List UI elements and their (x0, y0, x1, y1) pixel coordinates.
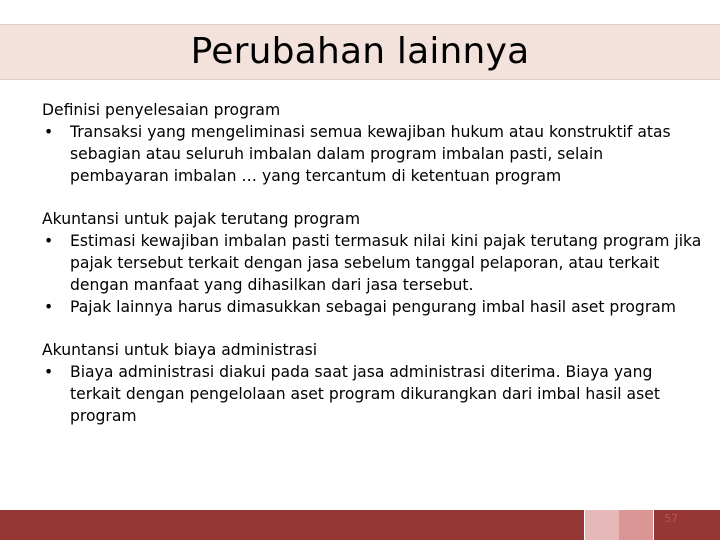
footer-mid-segment (619, 510, 653, 540)
section-definisi (42, 99, 702, 187)
title-band (0, 24, 720, 80)
section-heading: Definisi penyelesaian program (42, 101, 281, 119)
slide-title: Perubahan lainnya (190, 31, 530, 72)
page-number: 57 (664, 512, 679, 525)
bullet-icon: • (44, 232, 54, 250)
footer-dark-segment (654, 510, 720, 540)
bullet-list (42, 361, 702, 427)
bullet-text: Biaya administrasi diakui pada saat jasa administrasi diterima. Biaya yang terkait dengan pengelolaan aset program dikurangkan dari imbal hasil aset program (70, 363, 660, 425)
bullet-icon: • (44, 123, 54, 141)
bullet-list (42, 230, 702, 318)
bullet-icon: • (44, 363, 54, 381)
footer-main-segment (0, 510, 584, 540)
list-item (42, 361, 702, 427)
section-pajak (42, 208, 702, 318)
list-item (42, 121, 702, 187)
bullet-text: Estimasi kewajiban imbalan pasti termasuk nilai kini pajak terutang program jika pajak tersebut terkait dengan jasa sebelum tanggal pelaporan, atau terkait dengan manfaat yang dihasilkan dari jasa tersebut. (70, 232, 702, 294)
section-heading: Akuntansi untuk pajak terutang program (42, 210, 361, 228)
footer-light-segment (585, 510, 619, 540)
list-item (42, 296, 702, 318)
footer-bar (0, 510, 720, 540)
list-item (42, 230, 702, 296)
bullet-list (42, 121, 702, 187)
slide-content (42, 99, 702, 448)
bullet-text: Transaksi yang mengeliminasi semua kewajiban hukum atau konstruktif atas sebagian atau seluruh imbalan dalam program imbalan pasti, selain pembayaran imbalan … yang tercantum di ketentuan program (70, 123, 671, 185)
bullet-icon: • (44, 298, 54, 316)
section-heading: Akuntansi untuk biaya administrasi (42, 341, 318, 359)
section-biaya (42, 339, 702, 427)
bullet-text: Pajak lainnya harus dimasukkan sebagai pengurang imbal hasil aset program (70, 298, 676, 316)
